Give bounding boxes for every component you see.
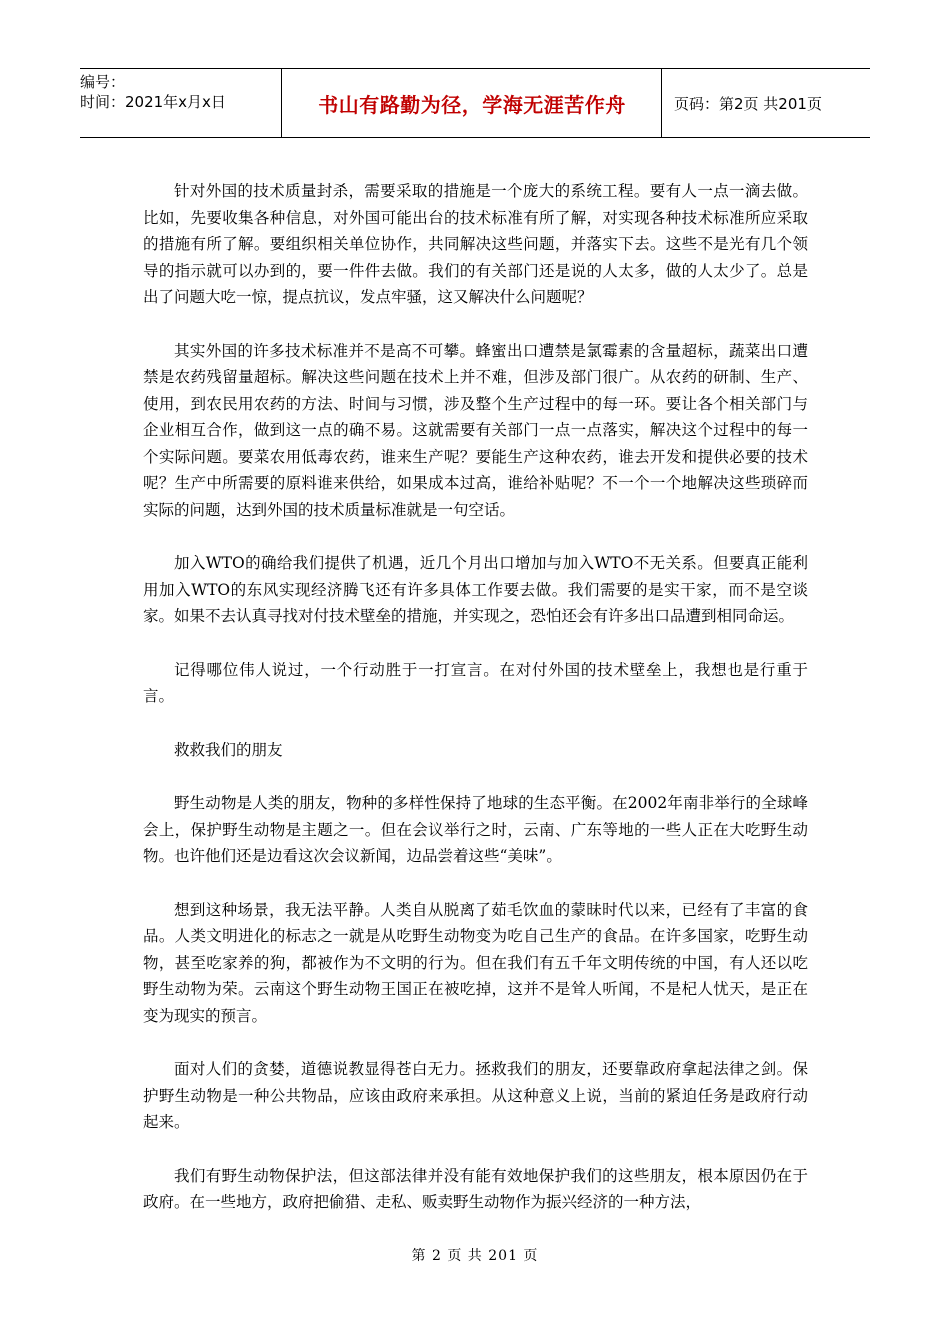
document-number-label: 编号： [80, 73, 126, 91]
paragraph: 野生动物是人类的朋友，物种的多样性保持了地球的生态平衡。在2002年南非举行的全球峰会上，保护野生动物是主题之一。但在会议举行之时，云南、广东等地的一些人正在大吃野生动物。也许他们还是边看这次会议新闻，边品尝着这些“美味”。 [143, 794, 808, 865]
paragraph: 面对人们的贪婪，道德说教显得苍白无力。拯救我们的朋友，还要靠政府拿起法律之剑。保护野生动物是一种公共物品，应该由政府来承担。从这种意义上说，当前的紧迫任务是政府行动起来。 [143, 1060, 808, 1131]
paragraph: 其实外国的许多技术标准并不是高不可攀。蜂蜜出口遭禁是氯霉素的含量超标，蔬菜出口遭禁是农药残留量超标。解决这些问题在技术上并不难，但涉及部门很广。从农药的研制、生产、使用，到农民用农药的方法、时间与习惯，涉及整个生产过程中的每一环。要让各个相关部门与企业相互合作，做到这一点的确不易。这就需要有关部门一点一点落实，解决这个过程中的每一个实际问题。要菜农用低毒农药，谁来生产呢？要能生产这种农药，谁去开发和提供必要的技术呢？生产中所需要的原料谁来供给，如果成本过高，谁给补贴呢？不一个一个地解决这些琐碎而实际的问题，达到外国的技术质量标准就是一句空话。 [143, 341, 808, 519]
paragraph: 针对外国的技术质量封杀，需要采取的措施是一个庞大的系统工程。要有人一点一滴去做。比如，先要收集各种信息，对外国可能出台的技术标准有所了解，对实现各种技术标准所应采取的措施有所了解。要组织相关单位协作，共同解决这些问题，并落实下去。这些不是光有几个领导的指示就可以办到的，要一件件去做。我们的有关部门还是说的人太多，做的人太少了。总是出了问题大吃一惊，提点抗议，发点牢骚，这又解决什么问题呢？ [143, 182, 808, 306]
paragraph: 我们有野生动物保护法，但这部法律并没有能有效地保护我们的这些朋友，根本原因仍在于政府。在一些地方，政府把偷猎、走私、贩卖野生动物作为振兴经济的一种方法， [143, 1166, 808, 1211]
document-body [143, 178, 808, 1243]
paragraph: 加入WTO的确给我们提供了机遇，近几个月出口增加与加入WTO不无关系。但要真正能利用加入WTO的东风实现经济腾飞还有许多具体工作要去做。我们需要的是实干家，而不是空谈家。如果不去认真寻找对付技术壁垒的措施，并实现之，恐怕还会有许多出口品遭到相同命运。 [143, 554, 808, 625]
paragraph: 想到这种场景，我无法平静。人类自从脱离了茹毛饮血的蒙昧时代以来，已经有了丰富的食品。人类文明进化的标志之一就是从吃野生动物变为吃自己生产的食品。在许多国家，吃野生动物，甚至吃家养的狗，都被作为不文明的行为。但在我们有五千年文明传统的中国，有人还以吃野生动物为荣。云南这个野生动物王国正在被吃掉，这并不是耸人听闻，不是杞人忧天，是正在变为现实的预言。 [143, 900, 808, 1025]
header-page-info: 页码：第2页 共201页 [674, 94, 822, 113]
document-date: 时间：2021年x月x日 [80, 93, 226, 111]
paragraph: 记得哪位伟人说过，一个行动胜于一打宣言。在对付外国的技术壁垒上，我想也是行重于言。 [143, 660, 808, 705]
header-motto: 书山有路勤为径，学海无涯苦作舟 [283, 69, 662, 137]
page-header [80, 68, 870, 138]
header-meta [80, 69, 282, 137]
section-title: 救救我们的朋友 [174, 740, 283, 759]
page-footer: 第 2 页 共 201 页 [411, 1248, 539, 1264]
